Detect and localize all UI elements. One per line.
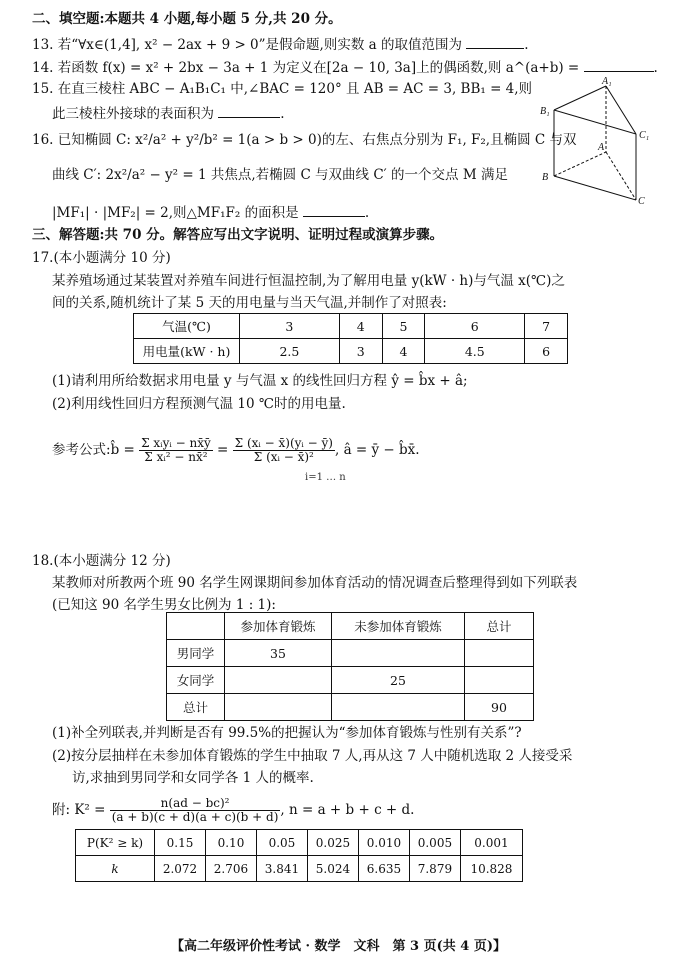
q17-row-power bbox=[134, 339, 568, 364]
k2-cell: 7.879 bbox=[409, 856, 460, 882]
label-a1: A₁ bbox=[602, 76, 612, 87]
frac1 bbox=[139, 437, 213, 464]
k2-row-label: k bbox=[76, 856, 155, 882]
q17-cell: 5 bbox=[382, 314, 425, 339]
q18-part2b: 访,求抽到男同学和女同学各 1 人的概率. bbox=[72, 770, 314, 786]
q17-table bbox=[133, 313, 568, 364]
k2-critical-table bbox=[75, 829, 523, 882]
q18-cell: 35 bbox=[225, 640, 332, 667]
q17-intro2: 间的关系,随机统计了某 5 天的用电量与当天气温,并制作了对照表: bbox=[52, 295, 447, 311]
k2-denominator: (a + b)(c + d)(a + c)(b + d) bbox=[111, 810, 279, 824]
q16-line2: 曲线 C′: 2x²/a² − y² = 1 共焦点,若椭圆 C 与双曲线 C′ 的一个交点 M 满足 bbox=[52, 167, 508, 183]
k2-row-label: P(K² ≥ k) bbox=[76, 830, 155, 856]
label-c: C bbox=[638, 196, 645, 206]
q14: 14. 若函数 f(x) = x² + 2bx − 3a + 1 为定义在[2a − 10, 3a]上的偶函数,则 a^(a+b) = . bbox=[32, 57, 658, 77]
q17-part2: (2)利用线性回归方程预测气温 10 ℃时的用电量. bbox=[52, 396, 346, 412]
q18-cell[interactable] bbox=[465, 640, 534, 667]
k2-prefix: 附: K² = bbox=[52, 802, 106, 818]
q17-cell: 4 bbox=[382, 339, 425, 364]
q18-header-cell bbox=[167, 613, 225, 640]
label-c1: C₁ bbox=[639, 130, 650, 141]
page-footer: 【高二年级评价性考试 · 数学 文科 第 3 页(共 4 页)】 bbox=[170, 939, 507, 954]
q17-cell: 3 bbox=[240, 314, 340, 339]
formula-label: 参考公式: bbox=[52, 442, 111, 458]
k2-cell: 0.05 bbox=[256, 830, 307, 856]
q17-title: 17.(本小题满分 10 分) bbox=[32, 250, 171, 266]
q18-contingency-table bbox=[166, 612, 534, 721]
frac1-numerator: Σ xᵢyᵢ − nx̄ȳ bbox=[141, 436, 211, 450]
k2-cell: 0.10 bbox=[205, 830, 256, 856]
k2-row-k bbox=[76, 856, 523, 882]
q17-cell: 3 bbox=[339, 339, 382, 364]
q18-cell[interactable] bbox=[225, 694, 332, 721]
q18-row-male bbox=[167, 640, 534, 667]
q18-cell[interactable] bbox=[225, 667, 332, 694]
section2-heading: 二、填空题:本题共 4 小题,每小题 5 分,共 20 分。 bbox=[32, 11, 342, 27]
q13-text: 13. 若“∀x∈(1,4], x² − 2ax + 9 > 0”是假命题,则实数 a 的取值范围为 bbox=[32, 37, 462, 53]
frac2 bbox=[233, 437, 335, 464]
q18-title: 18.(本小题满分 12 分) bbox=[32, 553, 171, 569]
k2-cell: 0.010 bbox=[358, 830, 409, 856]
q18-header-cell: 参加体育锻炼 bbox=[225, 613, 332, 640]
q15-answer-blank[interactable] bbox=[218, 103, 280, 118]
q17-cell: 4.5 bbox=[425, 339, 525, 364]
label-b1: B₁ bbox=[540, 106, 550, 117]
q13-answer-blank[interactable] bbox=[466, 34, 524, 49]
q13: 13. 若“∀x∈(1,4], x² − 2ax + 9 > 0”是假命题,则实数 a 的取值范围为 . bbox=[32, 34, 529, 54]
q18-part1: (1)补全列联表,并判断是否有 99.5%的把握认为“参加体育锻炼与性别有关系”? bbox=[52, 725, 522, 741]
q18-cell: 女同学 bbox=[167, 667, 225, 694]
q18-intro2: (已知这 90 名学生男女比例为 1 : 1): bbox=[52, 597, 276, 613]
k2-cell: 0.025 bbox=[307, 830, 358, 856]
q16-line1: 16. 已知椭圆 C: x²/a² + y²/b² = 1(a > b > 0)的左、右焦点分别为 F₁, F₂,且椭圆 C 与双 bbox=[32, 132, 577, 148]
q18-formula bbox=[52, 790, 414, 830]
q16-answer-blank[interactable] bbox=[303, 202, 365, 217]
label-b: B bbox=[542, 172, 549, 183]
k2-cell: 5.024 bbox=[307, 856, 358, 882]
k2-cell: 3.841 bbox=[256, 856, 307, 882]
k2-frac bbox=[110, 797, 281, 824]
q17-cell: 4 bbox=[339, 314, 382, 339]
q17-row-temp bbox=[134, 314, 568, 339]
q15-line2: 此三棱柱外接球的表面积为 . bbox=[52, 103, 285, 123]
q17-row-label: 用电量(kW · h) bbox=[134, 339, 240, 364]
q14-answer-blank[interactable] bbox=[584, 57, 654, 72]
k2-suffix: , n = a + b + c + d. bbox=[280, 802, 415, 818]
q17-cell: 2.5 bbox=[240, 339, 340, 364]
section3-heading: 三、解答题:共 70 分。解答应写出文字说明、证明过程或演算步骤。 bbox=[32, 227, 444, 243]
label-a: A bbox=[598, 142, 605, 153]
frac1-denominator: Σ xᵢ² − nx̄² bbox=[144, 450, 208, 464]
sum-limits: i=1 … n bbox=[305, 472, 346, 483]
q18-part2a: (2)按分层抽样在未参加体育锻炼的学生中抽取 7 人,再从这 7 人中随机选取 2 人接受采 bbox=[52, 748, 573, 764]
k2-cell: 0.15 bbox=[155, 830, 206, 856]
q16-text: |MF₁| · |MF₂| = 2,则△MF₁F₂ 的面积是 bbox=[52, 205, 299, 221]
k2-cell: 10.828 bbox=[460, 856, 522, 882]
edge-b1-a1 bbox=[554, 86, 606, 110]
q18-cell[interactable] bbox=[332, 640, 465, 667]
q17-row-label: 气温(℃) bbox=[134, 314, 240, 339]
a-hat: , â = ȳ − b̂x̄. bbox=[334, 442, 420, 458]
edge-b-a bbox=[554, 152, 606, 176]
q15-line1: 15. 在直三棱柱 ABC − A₁B₁C₁ 中,∠BAC = 120° 且 AB = AC = 3, BB₁ = 4,则 bbox=[32, 81, 533, 97]
k2-cell: 2.706 bbox=[205, 856, 256, 882]
prism-figure bbox=[536, 76, 656, 206]
q17-cell: 7 bbox=[525, 314, 568, 339]
q16-line3: |MF₁| · |MF₂| = 2,则△MF₁F₂ 的面积是 . bbox=[52, 202, 369, 222]
q18-row-total bbox=[167, 694, 534, 721]
k2-cell: 0.005 bbox=[409, 830, 460, 856]
q18-header-cell: 总计 bbox=[465, 613, 534, 640]
k2-cell: 0.001 bbox=[460, 830, 522, 856]
k2-row-p bbox=[76, 830, 523, 856]
q14-text: 14. 若函数 f(x) = x² + 2bx − 3a + 1 为定义在[2a − 10, 3a]上的偶函数,则 a^(a+b) = bbox=[32, 60, 580, 76]
frac2-denominator: Σ (xᵢ − x̄)² bbox=[253, 450, 314, 464]
b-hat: b̂ = bbox=[110, 442, 135, 458]
q17-cell: 6 bbox=[425, 314, 525, 339]
k2-cell: 6.635 bbox=[358, 856, 409, 882]
q17-cell: 6 bbox=[525, 339, 568, 364]
q18-row-female bbox=[167, 667, 534, 694]
q18-header-cell: 未参加体育锻炼 bbox=[332, 613, 465, 640]
q18-cell: 总计 bbox=[167, 694, 225, 721]
frac2-numerator: Σ (xᵢ − x̄)(yᵢ − ȳ) bbox=[234, 436, 333, 450]
q17-formula: 参考公式:b̂ = $\frac{\text{Σ xᵢyᵢ − nx̄ȳ}}{\text{Σ xᵢ² − nx̄²}}$ = $\frac{\text{Σ (xᵢ − x̄)(yᵢ − ȳ)}}{\text{Σ (xᵢ − x̄)²}}$ , â = ȳ − b̂x̄. bbox=[52, 436, 420, 464]
q18-cell[interactable] bbox=[465, 667, 534, 694]
k2-cell: 2.072 bbox=[155, 856, 206, 882]
q15-text: 此三棱柱外接球的表面积为 bbox=[52, 106, 214, 122]
q18-header-row bbox=[167, 613, 534, 640]
q17-part1: (1)请利用所给数据求用电量 y 与气温 x 的线性回归方程 ŷ = b̂x + â; bbox=[52, 373, 468, 389]
q18-cell: 男同学 bbox=[167, 640, 225, 667]
q18-cell: 25 bbox=[332, 667, 465, 694]
q17-intro1: 某养殖场通过某装置对养殖车间进行恒温控制,为了解用电量 y(kW · h)与气温 x(℃)之 bbox=[52, 273, 565, 289]
k2-numerator: n(ad − bc)² bbox=[110, 797, 281, 811]
q18-cell: 90 bbox=[465, 694, 534, 721]
q18-intro1: 某教师对所教两个班 90 名学生网课期间参加体育活动的情况调查后整理得到如下列联表 bbox=[52, 575, 578, 591]
q18-cell[interactable] bbox=[332, 694, 465, 721]
